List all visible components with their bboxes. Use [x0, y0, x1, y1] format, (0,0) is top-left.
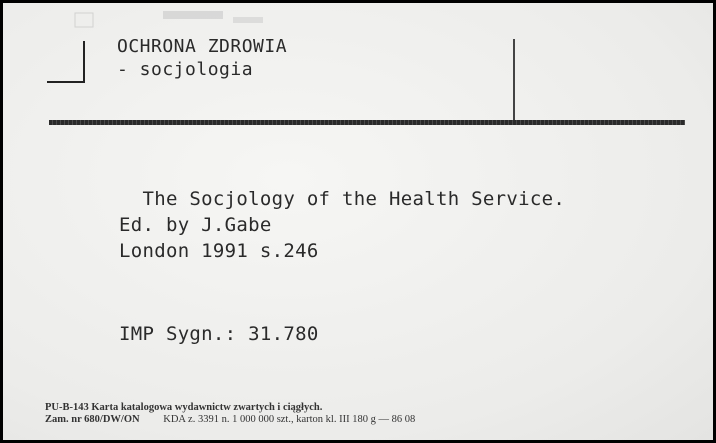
subject-subtitle: - socjologia: [117, 59, 254, 80]
entry-description: [119, 186, 565, 264]
footer-line-2: [45, 414, 415, 426]
card-footer: [45, 402, 415, 426]
call-number: IMP Sygn.: 31.780: [119, 323, 319, 345]
subject-heading: [117, 35, 287, 81]
header-divider: [513, 39, 515, 121]
form-description: Karta katalogowa wydawnictw zwartych i ciągłych.: [91, 402, 323, 413]
form-code: PU-B-143: [45, 402, 89, 413]
footer-line-1: [45, 402, 415, 414]
corner-bracket-vertical: [83, 41, 85, 83]
entry-title-line: The Socjology of the Health Service.: [119, 188, 566, 210]
print-info: KDA z. 3391 n. 1 000 000 szt., karton kl. III 180 g — 86 08: [163, 414, 416, 425]
order-number: Zam. nr 680/DW/ON: [45, 414, 140, 425]
subject-title: OCHRONA ZDROWIA: [117, 36, 288, 57]
header-rule: [49, 120, 685, 125]
entry-imprint-line: London 1991 s.246: [119, 240, 319, 262]
faded-stamp-marks: [73, 9, 273, 31]
catalog-card: [3, 3, 713, 440]
entry-editor-line: Ed. by J.Gabe: [119, 214, 272, 236]
corner-bracket-horizontal: [47, 81, 85, 83]
